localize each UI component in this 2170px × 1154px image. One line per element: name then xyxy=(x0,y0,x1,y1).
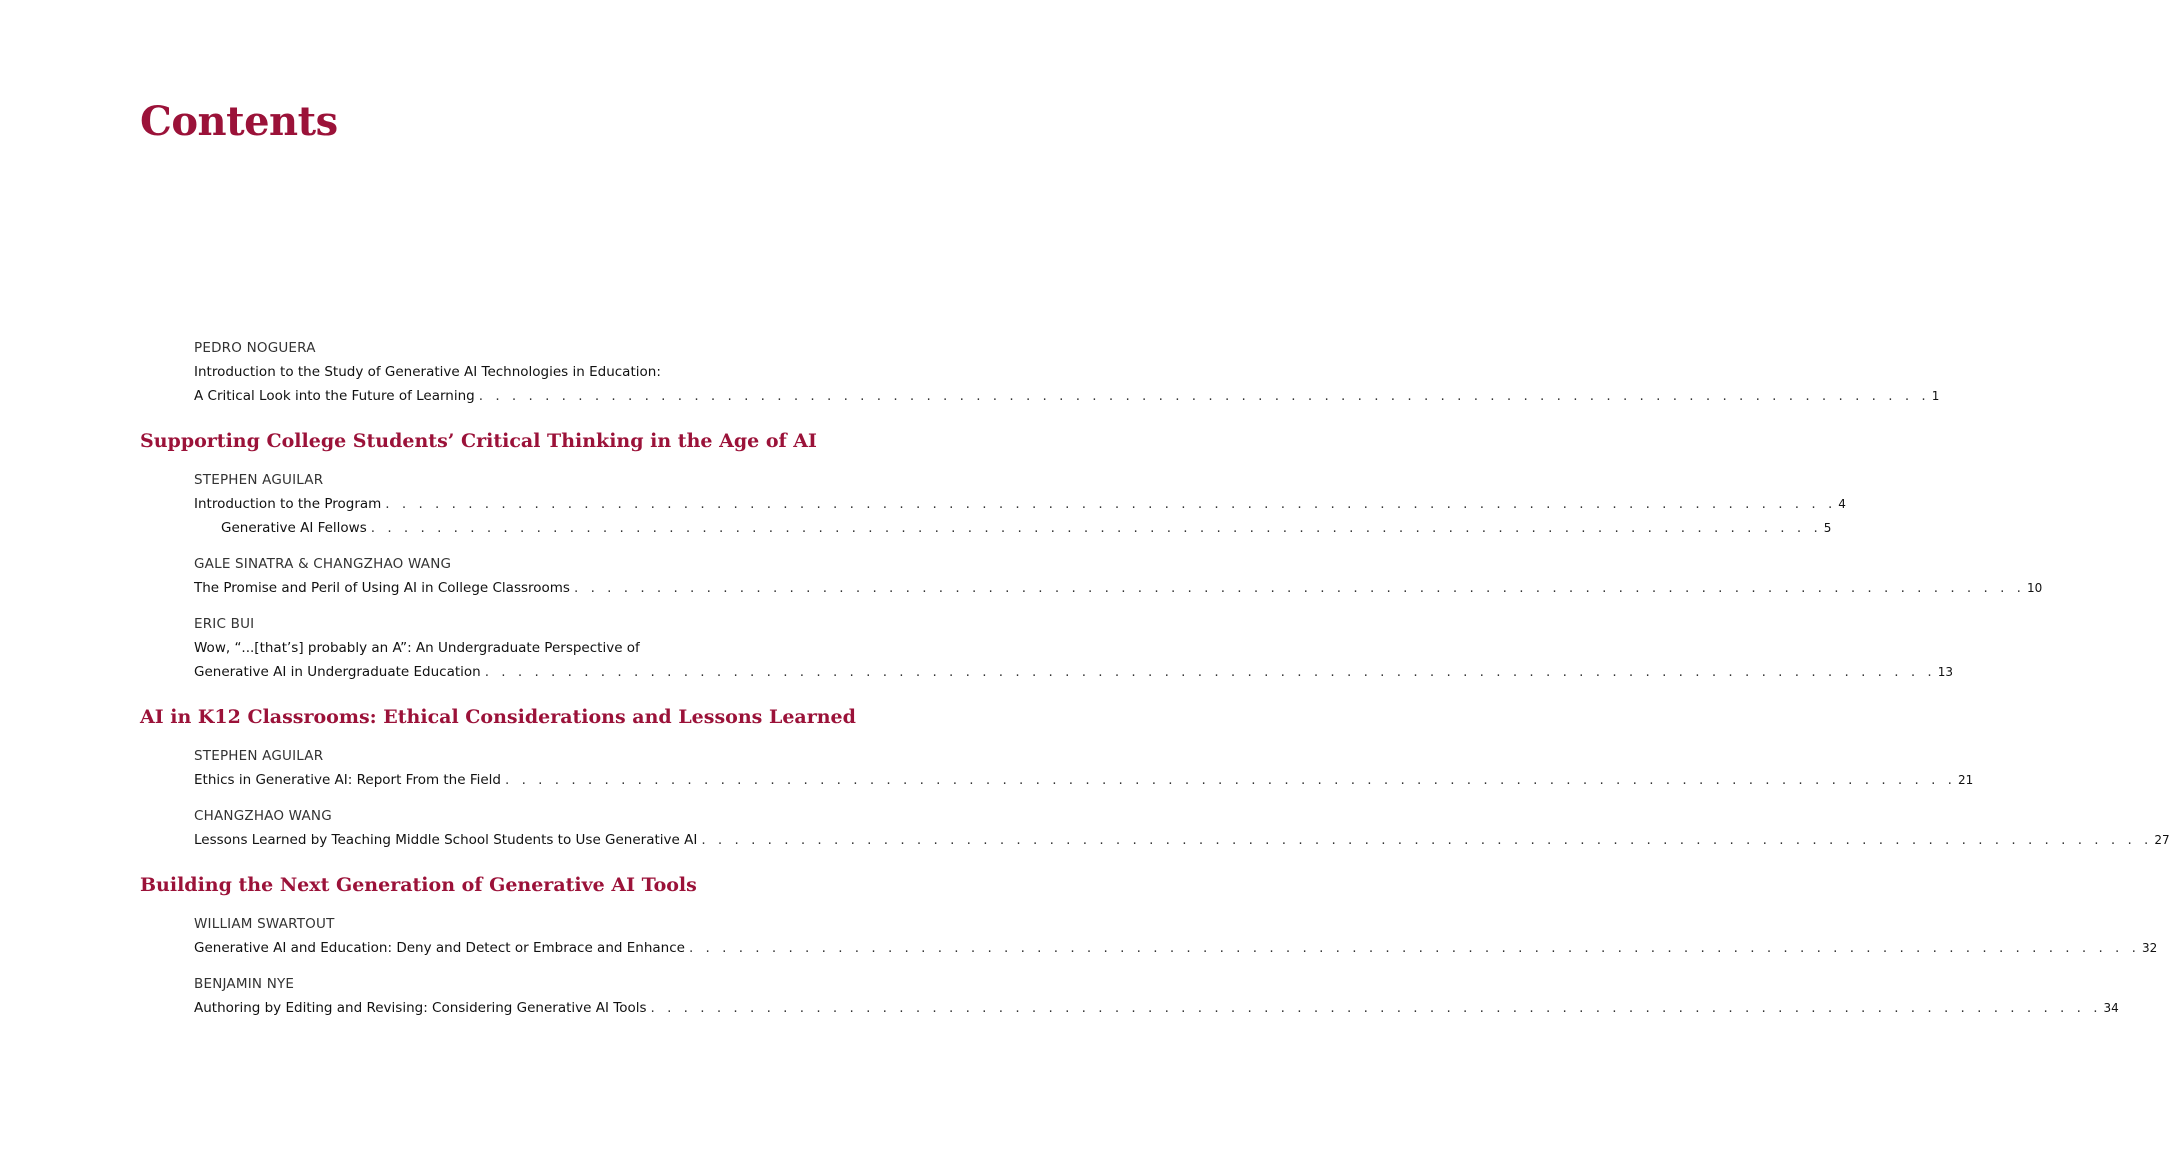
entry-title-line xyxy=(194,636,788,660)
entry-title: Lessons Learned by Teaching Middle School Students to Use Generative AI xyxy=(194,832,698,848)
page-number: 10 xyxy=(2026,581,2043,595)
entry-author: PEDRO NOGUERA xyxy=(194,340,316,356)
section-heading: Supporting College Students’ Critical Thinking in the Age of AI xyxy=(140,430,817,452)
dot-leader: . . . . . . . . . . . . . . . . . . . . . . . . . . . . . . . . . . . . . . . . . . . . . . . . . . . . . . . . . . . . . . . . . . . . . . . . . . . . . . . . . . . . . . . . xyxy=(370,520,1822,536)
entry-title: Introduction to the Study of Generative AI Technologies in Education: xyxy=(194,364,661,380)
page-number: 21 xyxy=(1957,773,1974,787)
toc-entry xyxy=(194,468,1846,540)
page-number: 1 xyxy=(1931,389,1940,403)
entry-title: The Promise and Peril of Using AI in College Classrooms xyxy=(194,580,570,596)
toc-link[interactable] xyxy=(194,936,2158,960)
dot-leader: . . . . . . . . . . . . . . . . . . . . . . . . . . . . . . . . . . . . . . . . . . . . . . . . . . . . . . . . . . . . . . . . . . . . . . . . . . . . . . . . . . . . . . . . xyxy=(701,832,2153,848)
page-number: 4 xyxy=(1838,497,1846,511)
entry-title-line xyxy=(194,360,788,384)
toc-entry xyxy=(194,612,1953,684)
entry-title: Generative AI in Undergraduate Education xyxy=(194,664,481,680)
toc-entry xyxy=(194,912,2158,960)
entry-author: WILLIAM SWARTOUT xyxy=(194,916,335,932)
toc-entry-intro xyxy=(194,336,1940,408)
dot-leader: . . . . . . . . . . . . . . . . . . . . . . . . . . . . . . . . . . . . . . . . . . . . . . . . . . . . . . . . . . . . . . . . . . . . . . . . . . . . . . . . . . . . . . . . xyxy=(478,388,1930,404)
toc-entry xyxy=(194,972,2119,1020)
page-number: 13 xyxy=(1937,665,1953,679)
toc-link[interactable] xyxy=(194,492,1846,516)
toc-entry xyxy=(194,804,2170,852)
section-heading: Building the Next Generation of Generative AI Tools xyxy=(140,874,697,896)
entry-author: ERIC BUI xyxy=(194,616,255,632)
entry-title: A Critical Look into the Future of Learning xyxy=(194,388,475,404)
entry-author: CHANGZHAO WANG xyxy=(194,808,332,824)
toc-link[interactable] xyxy=(194,576,2043,600)
dot-leader: . . . . . . . . . . . . . . . . . . . . . . . . . . . . . . . . . . . . . . . . . . . . . . . . . . . . . . . . . . . . . . . . . . . . . . . . . . . . . . . . . . . . . . . . xyxy=(505,772,1956,788)
section-heading: AI in K12 Classrooms: Ethical Considerations and Lessons Learned xyxy=(140,706,856,728)
page-title: Contents xyxy=(140,98,338,145)
dot-leader: . . . . . . . . . . . . . . . . . . . . . . . . . . . . . . . . . . . . . . . . . . . . . . . . . . . . . . . . . . . . . . . . . . . . . . . . . . . . . . . . . . . . . . . . xyxy=(385,496,1837,512)
entry-author: GALE SINATRA & CHANGZHAO WANG xyxy=(194,556,452,572)
page-number: 32 xyxy=(2141,941,2158,955)
toc-link-intro[interactable] xyxy=(194,384,1940,408)
entry-author: STEPHEN AGUILAR xyxy=(194,748,324,764)
toc-entry xyxy=(194,552,2043,600)
toc-link[interactable] xyxy=(194,996,2119,1020)
entry-title: Ethics in Generative AI: Report From the Field xyxy=(194,772,501,788)
entry-title: Introduction to the Program xyxy=(194,496,382,512)
entry-title: Generative AI Fellows xyxy=(221,520,367,536)
toc-link[interactable] xyxy=(194,768,1974,792)
entry-title: Authoring by Editing and Revising: Considering Generative AI Tools xyxy=(194,1000,647,1016)
page-number: 5 xyxy=(1823,521,1832,535)
page-number: 27 xyxy=(2154,833,2170,847)
entry-author: STEPHEN AGUILAR xyxy=(194,472,324,488)
dot-leader: . . . . . . . . . . . . . . . . . . . . . . . . . . . . . . . . . . . . . . . . . . . . . . . . . . . . . . . . . . . . . . . . . . . . . . . . . . . . . . . . . . . . . . . . xyxy=(573,580,2025,596)
entry-title: Generative AI and Education: Deny and Detect or Embrace and Enhance xyxy=(194,940,685,956)
dot-leader: . . . . . . . . . . . . . . . . . . . . . . . . . . . . . . . . . . . . . . . . . . . . . . . . . . . . . . . . . . . . . . . . . . . . . . . . . . . . . . . . . . . . . . . . xyxy=(688,940,2140,956)
toc-link[interactable] xyxy=(194,660,1953,684)
toc-entry xyxy=(194,744,1974,792)
toc-link[interactable] xyxy=(194,828,2170,852)
page-number: 34 xyxy=(2103,1001,2119,1015)
toc-sublink[interactable] xyxy=(194,516,1832,540)
dot-leader: . . . . . . . . . . . . . . . . . . . . . . . . . . . . . . . . . . . . . . . . . . . . . . . . . . . . . . . . . . . . . . . . . . . . . . . . . . . . . . . . . . . . . . . . xyxy=(650,1000,2102,1016)
entry-author: BENJAMIN NYE xyxy=(194,976,295,992)
dot-leader: . . . . . . . . . . . . . . . . . . . . . . . . . . . . . . . . . . . . . . . . . . . . . . . . . . . . . . . . . . . . . . . . . . . . . . . . . . . . . . . . . . . . . . . . xyxy=(484,664,1936,680)
entry-title: Wow, “...[that’s] probably an A”: An Undergraduate Perspective of xyxy=(194,640,640,656)
